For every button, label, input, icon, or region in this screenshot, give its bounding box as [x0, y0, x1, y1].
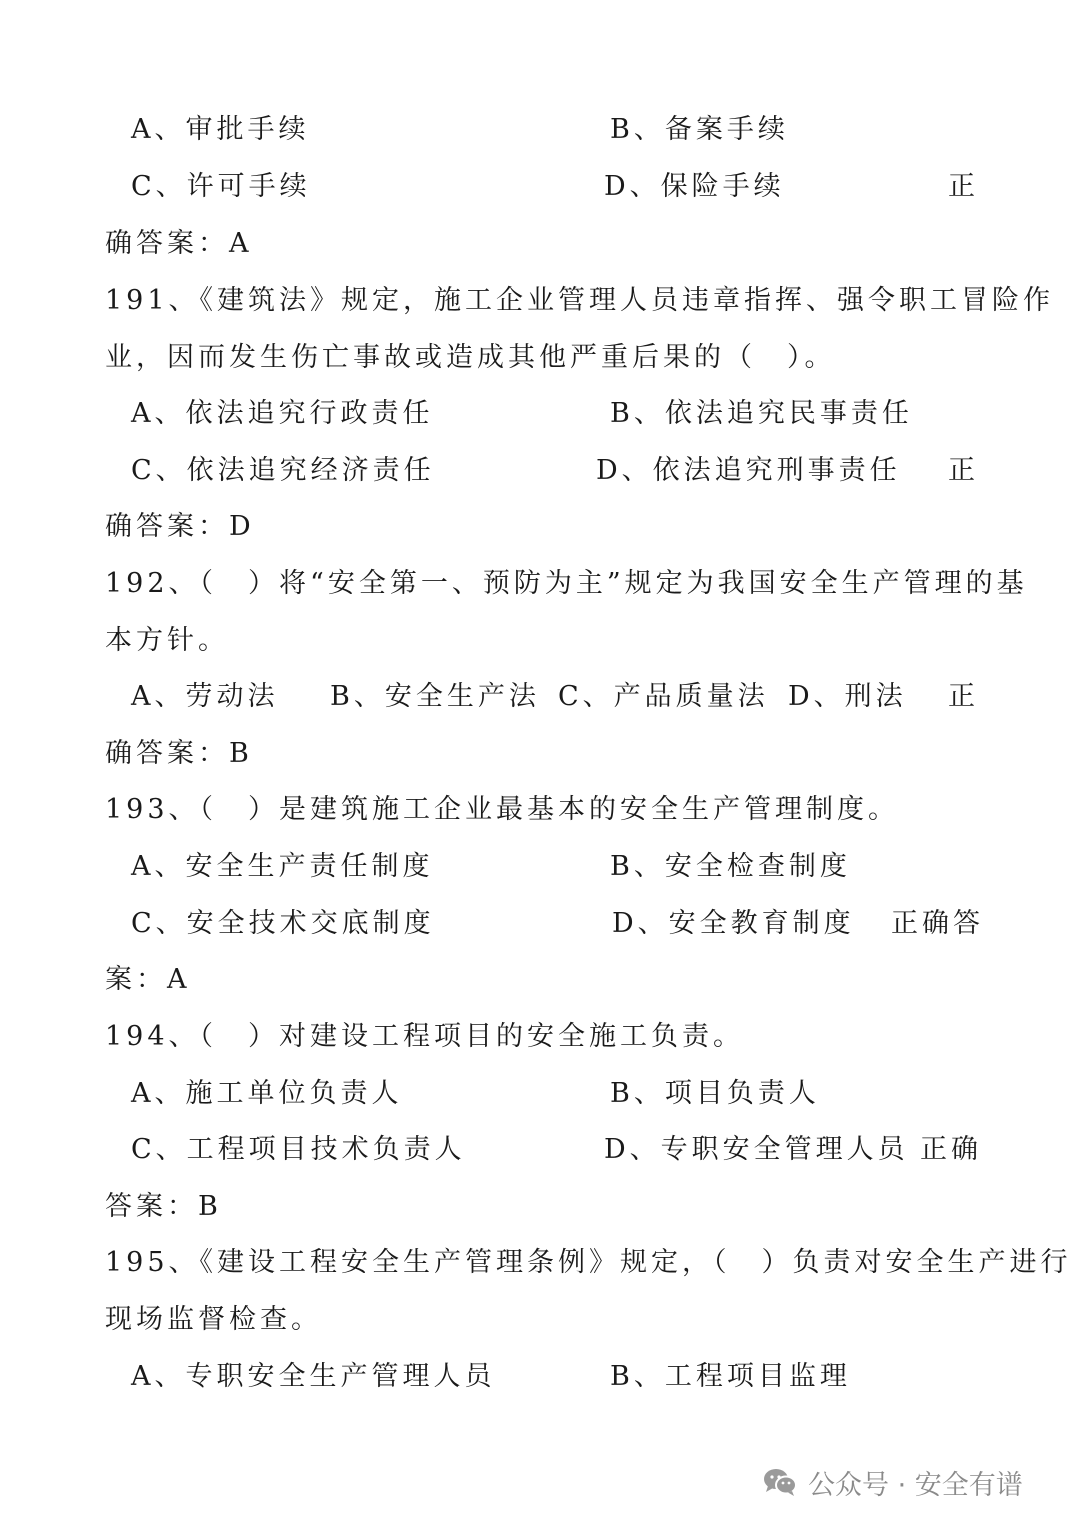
question-text: 193、（ ）是建筑施工企业最基本的安全生产管理制度。: [105, 794, 900, 825]
option-c: C、许可手续: [131, 171, 311, 202]
option-b: B、依法追究民事责任: [610, 398, 913, 429]
answer-fragment: 正: [948, 455, 979, 486]
option-d: D、保险手续: [604, 171, 785, 202]
answer-line: 确答案：A: [105, 228, 253, 259]
answer-line: 案：A: [105, 964, 191, 995]
option-b: B、备案手续: [610, 114, 789, 145]
option-a: A、安全生产责任制度: [131, 851, 434, 882]
option-b: B、安全生产法: [330, 681, 540, 712]
answer-fragment: 正: [948, 681, 979, 712]
option-a: A、劳动法: [131, 681, 279, 712]
option-d: D、安全教育制度: [612, 908, 855, 939]
option-b: B、项目负责人: [610, 1078, 820, 1109]
question-text: 192、（ ）将“安全第一、预防为主”规定为我国安全生产管理的基: [105, 568, 1028, 599]
option-d: D、刑法: [788, 681, 907, 712]
option-c: C、安全技术交底制度: [131, 908, 435, 939]
answer-fragment: 正确: [920, 1134, 982, 1165]
option-a: A、依法追究行政责任: [131, 398, 434, 429]
answer-line: 答案：B: [105, 1191, 222, 1222]
option-a: A、审批手续: [131, 114, 310, 145]
question-text: 现场监督检查。: [105, 1304, 322, 1335]
question-text: 195、《建设工程安全生产管理条例》规定，（ ）负责对安全生产进行: [105, 1247, 1072, 1278]
option-a: A、施工单位负责人: [131, 1078, 403, 1109]
answer-line: 确答案：D: [105, 511, 255, 542]
question-text: 191、《建筑法》规定，施工企业管理人员违章指挥、强令职工冒险作: [105, 285, 1055, 316]
option-b: B、安全检查制度: [610, 851, 851, 882]
option-d: D、依法追究刑事责任: [596, 455, 901, 486]
question-text: 业，因而发生伤亡事故或造成其他严重后果的（ ）。: [105, 342, 836, 373]
question-text: 本方针。: [105, 625, 229, 656]
question-text: 194、（ ）对建设工程项目的安全施工负责。: [105, 1021, 745, 1052]
option-c: C、工程项目技术负责人: [131, 1134, 466, 1165]
option-a: A、专职安全生产管理人员: [131, 1361, 496, 1392]
option-c: C、产品质量法: [558, 681, 769, 712]
watermark: [762, 1460, 1023, 1504]
answer-fragment: 正确答: [891, 908, 984, 939]
wechat-icon: [762, 1467, 798, 1497]
option-b: B、工程项目监理: [610, 1361, 851, 1392]
watermark-text: 公众号 · 安全有谱: [808, 1469, 1023, 1501]
answer-fragment: 正: [948, 171, 979, 202]
option-c: C、依法追究经济责任: [131, 455, 435, 486]
answer-line: 确答案：B: [105, 738, 253, 769]
option-d: D、专职安全管理人员: [604, 1134, 909, 1165]
